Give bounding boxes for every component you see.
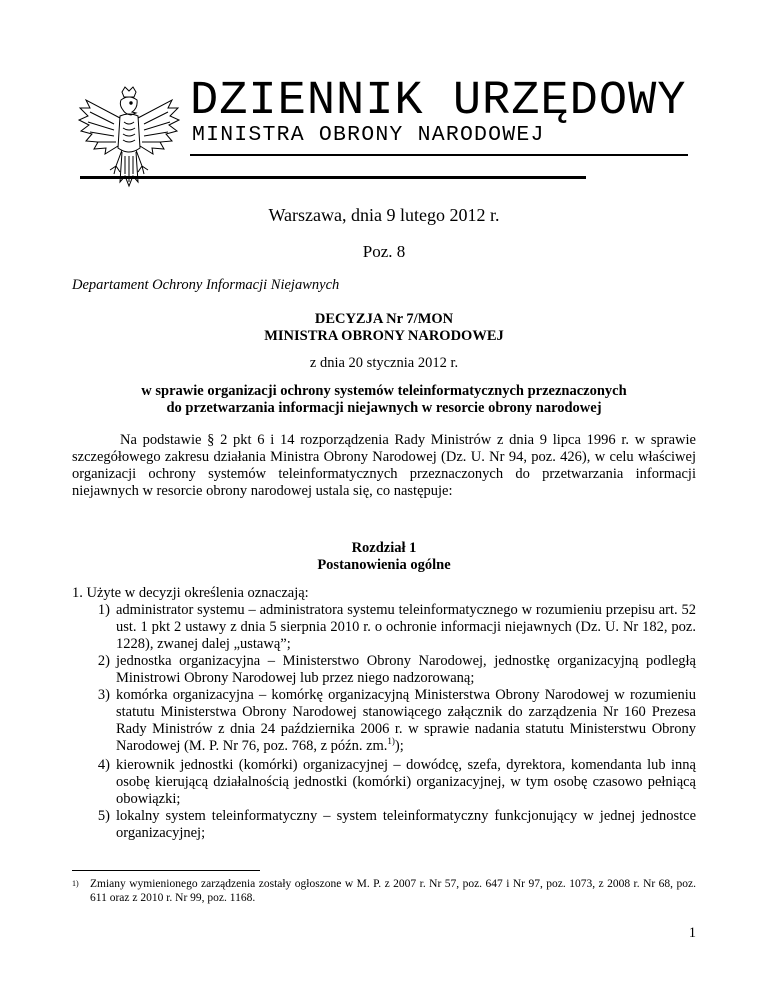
footnote-separator bbox=[72, 870, 260, 871]
masthead-subtitle: MINISTRA OBRONY NARODOWEJ bbox=[192, 123, 545, 147]
chapter-number: Rozdział 1 bbox=[351, 540, 417, 556]
header-rule bbox=[80, 176, 586, 179]
eagle-emblem-icon bbox=[76, 86, 182, 198]
definition-item bbox=[72, 602, 696, 653]
decision-subject-line2: do przetwarzania informacji niejawnych w resorcie obrony narodowej bbox=[166, 400, 602, 416]
definition-text-tail: ); bbox=[394, 738, 404, 754]
footnote-reference: 1) bbox=[387, 736, 395, 747]
decision-title bbox=[72, 311, 696, 345]
page-number: 1 bbox=[688, 925, 696, 941]
footnote-text: Zmiany wymienionego zarządzenia zostały ogłoszone w M. P. z 2007 r. Nr 57, poz. 647 i Nr 97, poz. 1073, z 2008 r. Nr 68, poz. 611 oraz z 2010 r. Nr 99, poz. 1168. bbox=[90, 878, 696, 904]
definition-text bbox=[116, 687, 696, 755]
department-name: Departament Ochrony Informacji Niejawnych bbox=[72, 277, 340, 293]
decision-subject-line1: w sprawie organizacji ochrony systemów teleinformatycznych przeznaczonych bbox=[141, 383, 627, 399]
footnote bbox=[72, 877, 696, 905]
decision-title-line1: DECYZJA Nr 7/MON bbox=[314, 311, 454, 327]
definition-text: administrator systemu – administratora systemu teleinformatycznego w rozumieniu przepisu art. 52 ust. 1 pkt 2 ustawy z dnia 5 sierpnia 2010 r. o ochronie informacji niejawnych (Dz. U. Nr 182, poz. 1228), zwanej dalej „ustawą”; bbox=[116, 602, 696, 652]
footnote-marker: 1) bbox=[72, 879, 79, 888]
definition-text: kierownik jednostki (komórki) organizacyjnej – dowódcę, szefa, dyrektora, komendanta lub inną osobę kierującą działalnością jednostki (komórki) organizacyjnej, w tym osobę czasowo pełniącą obowiązki; bbox=[116, 757, 696, 807]
definition-number: 3) bbox=[97, 687, 110, 703]
issue-date: Warszawa, dnia 9 lutego 2012 r. bbox=[268, 205, 500, 225]
definition-text: jednostka organizacyjna – Ministerstwo Obrony Narodowej, jednostkę organizacyjną podległą Ministrowi Obrony Narodowej lub przez niego nadzorowaną; bbox=[116, 653, 696, 686]
section-intro: 1. Użyte w decyzji określenia oznaczają: bbox=[72, 585, 309, 601]
decision-date: z dnia 20 stycznia 2012 r. bbox=[309, 355, 459, 371]
preamble-paragraph bbox=[72, 432, 696, 500]
chapter-title: Postanowienia ogólne bbox=[317, 557, 451, 573]
definition-item bbox=[72, 687, 696, 755]
definition-item bbox=[72, 653, 696, 687]
definition-number: 2) bbox=[97, 653, 110, 669]
definition-number: 4) bbox=[97, 757, 110, 773]
definition-number: 5) bbox=[97, 808, 110, 824]
decision-subject bbox=[72, 383, 696, 417]
masthead-title: DZIENNIK URZĘDOWY bbox=[190, 75, 687, 128]
definition-number: 1) bbox=[97, 602, 110, 618]
definition-text: lokalny system teleinformatyczny – system teleinformatyczny funkcjonujący w jednej jednostce organizacyjnej; bbox=[116, 808, 696, 841]
position-number: Poz. 8 bbox=[362, 242, 406, 261]
definition-item bbox=[72, 808, 696, 842]
definition-item bbox=[72, 757, 696, 808]
preamble-text: Na podstawie § 2 pkt 6 i 14 rozporządzenia Rady Ministrów z dnia 9 lipca 1996 r. w sprawie szczegółowego zakresu działania Ministra Obrony Narodowej (Dz. U. Nr 94, poz. 426), w celu właściwej organizacji ochrony systemów teleinformatycznych przeznaczonych do przetwarzania informacji niejawnych w resorcie obrony narodowej ustala się, co następuje: bbox=[72, 432, 696, 499]
masthead-rule bbox=[190, 154, 688, 156]
chapter-heading bbox=[72, 540, 696, 574]
decision-title-line2: MINISTRA OBRONY NARODOWEJ bbox=[264, 328, 504, 344]
definition-text-main: komórka organizacyjna – komórkę organizacyjną Ministerstwa Obrony Narodowej w rozumieniu statutu Ministerstwa Obrony Narodowej stanowiącego załącznik do zarządzenia Nr 160 Prezesa Rady Ministrów z dnia 24 października 2006 r. w sprawie nadania statutu Ministerstwu Obrony Narodowej (M. P. Nr 76, poz. 768, z późn. zm. bbox=[116, 687, 696, 754]
